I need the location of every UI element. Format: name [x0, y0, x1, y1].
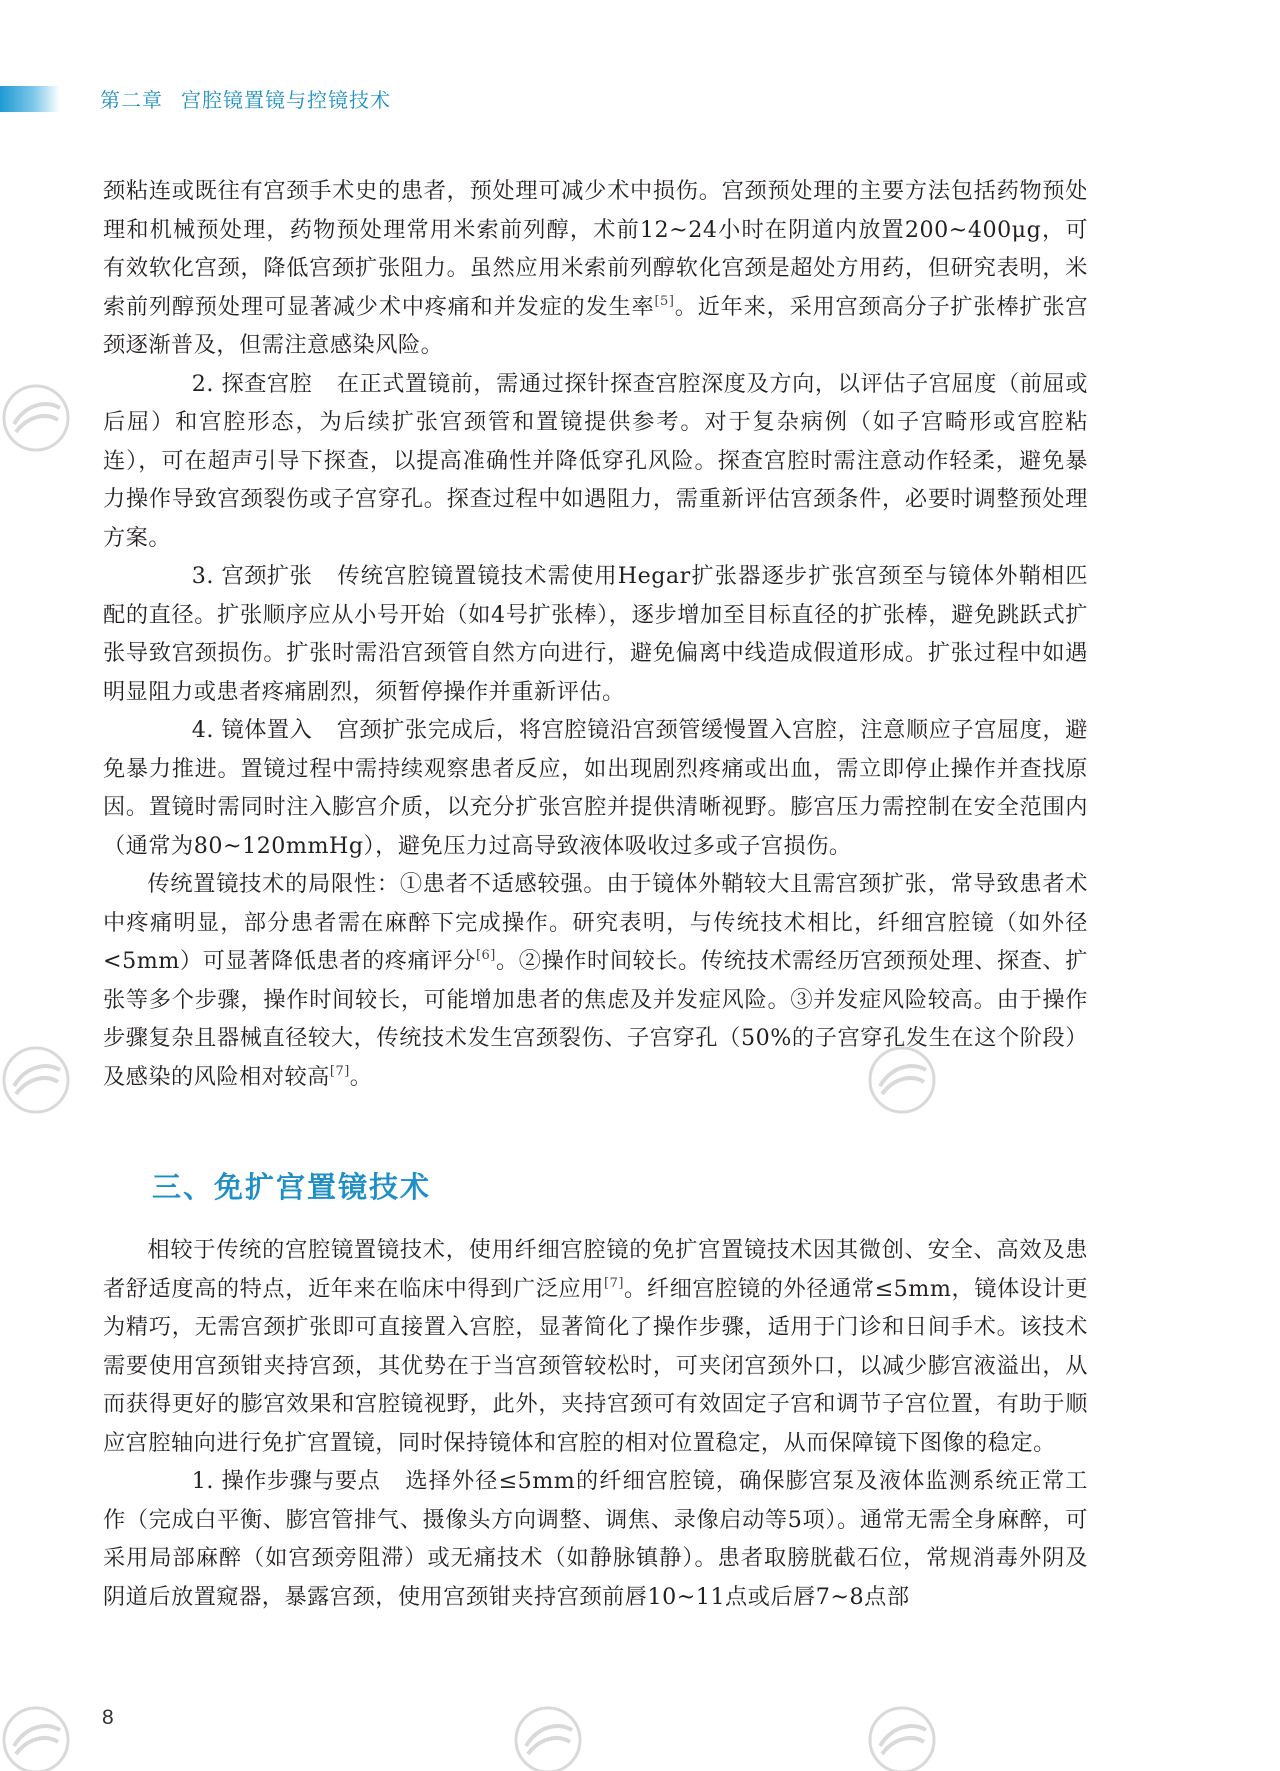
paragraph-text: 传统置镜技术的局限性：①患者不适感较强。由于镜体外鞘较大且需宫颈扩张，常导致患者术中疼痛明显，部分患者需在麻醉下完成操作。研究表明，与传统技术相比，纤细宫腔镜（如外径<5mm）可显著降低患者的疼痛评分	[103, 871, 1088, 974]
citation: [5]	[654, 293, 675, 309]
chapter-title: 宫腔镜置镜与控镜技术	[181, 88, 391, 112]
citation: [7]	[329, 1063, 350, 1079]
publisher-seal-watermark	[0, 1040, 80, 1120]
paragraph	[103, 557, 1088, 711]
paragraph	[103, 1462, 1088, 1616]
body-text-block-1	[103, 172, 1088, 1096]
paragraph	[103, 172, 1088, 365]
body-text-block-2	[103, 1231, 1088, 1616]
chapter-number: 第二章	[100, 88, 163, 112]
paragraph-text: 颈粘连或既往有宫颈手术史的患者，预处理可减少术中损伤。宫颈预处理的主要方法包括药物预处理和机械预处理，药物预处理常用米索前列醇，术前12~24小时在阴道内放置200~400μg，可有效软化宫颈，降低宫颈扩张阻力。虽然应用米索前列醇软化宫颈是超处方用药，但研究表明，米索前列醇预处理可显著减少术中疼痛和并发症的发生率	[103, 178, 1088, 320]
running-head-accent-bar	[0, 86, 60, 112]
publisher-seal-watermark	[862, 1700, 942, 1771]
paragraph-heading: 4. 镜体置入	[191, 717, 313, 743]
paragraph	[103, 365, 1088, 558]
paragraph-heading: 3. 宫颈扩张	[191, 563, 313, 589]
paragraph-text: 传统宫腔镜置镜技术需使用Hegar扩张器逐步扩张宫颈至与镜体外鞘相匹配的直径。扩张顺序应从小号开始（如4号扩张棒），逐步增加至目标直径的扩张棒，避免跳跃式扩张导致宫颈损伤。扩张时需沿宫颈管自然方向进行，避免偏离中线造成假道形成。扩张过程中如遇明显阻力或患者疼痛剧烈，须暂停操作并重新评估。	[103, 563, 1088, 705]
running-head	[100, 84, 391, 113]
paragraph	[103, 1231, 1088, 1462]
paragraph-text: 。近年来，采用宫颈高分子扩张棒扩张宫颈逐渐普及，但需注意感染风险。	[103, 293, 1089, 358]
paragraph-text: 在正式置镜前，需通过探针探查宫腔深度及方向，以评估子宫屈度（前屈或后屈）和宫腔形态，为后续扩张宫颈管和置镜提供参考。对于复杂病例（如子宫畸形或宫腔粘连），可在超声引导下探查，以提高准确性并降低穿孔风险。探查宫腔时需注意动作轻柔，避免暴力操作导致宫颈裂伤或子宫穿孔。探查过程中如遇阻力，需重新评估宫颈条件，必要时调整预处理方案。	[103, 370, 1088, 551]
publisher-seal-watermark	[0, 378, 80, 458]
citation: [6]	[475, 947, 496, 963]
paragraph-text: 。纤细宫腔镜的外径通常≤5mm，镜体设计更为精巧，无需宫颈扩张即可直接置入宫腔，显著简化了操作步骤，适用于门诊和日间手术。该技术需要使用宫颈钳夹持宫颈，其优势在于当宫颈管较松时，可夹闭宫颈外口，以减少膨宫液溢出，从而获得更好的膨宫效果和宫腔镜视野，此外，夹持宫颈可有效固定子宫和调节子宫位置，有助于顺应宫腔轴向进行免扩宫置镜，同时保持镜体和宫腔的相对位置稳定，从而保障镜下图像的稳定。	[103, 1275, 1089, 1456]
paragraph-text: 。	[349, 1063, 373, 1090]
citation: [7]	[604, 1275, 624, 1291]
paragraph-text: 。②操作时间较长。传统技术需经历宫颈预处理、探查、扩张等多个步骤，操作时间较长，可能增加患者的焦虑及并发症风险。③并发症风险较高。由于操作步骤复杂且器械直径较大，传统技术发生宫颈裂伤、子宫穿孔（50%的子宫穿孔发生在这个阶段）及感染的风险相对较高	[103, 948, 1088, 1090]
paragraph-text: 选择外径≤5mm的纤细宫腔镜，确保膨宫泵及液体监测系统正常工作（完成白平衡、膨宫管排气、摄像头方向调整、调焦、录像启动等5项）。通常无需全身麻醉，可采用局部麻醉（如宫颈旁阻滞）或无痛技术（如静脉镇静）。患者取膀胱截石位，常规消毒外阴及阴道后放置窥器，暴露宫颈，使用宫颈钳夹持宫颈前唇10~11点或后唇7~8点部	[103, 1468, 1088, 1610]
paragraph-heading: 1. 操作步骤与要点	[191, 1468, 381, 1494]
paragraph	[103, 865, 1088, 1096]
paragraph	[103, 711, 1088, 865]
page-number: 8	[102, 1706, 114, 1729]
paragraph-heading: 2. 探查宫腔	[191, 370, 313, 397]
section-heading: 三、免扩宫置镜技术	[152, 1170, 432, 1204]
paragraph-text: 相较于传统的宫腔镜置镜技术，使用纤细宫腔镜的免扩宫置镜技术因其微创、安全、高效及患者舒适度高的特点，近年来在临床中得到广泛应用	[103, 1237, 1088, 1302]
publisher-seal-watermark	[508, 1700, 588, 1771]
paragraph-text: 宫颈扩张完成后，将宫腔镜沿宫颈管缓慢置入宫腔，注意顺应子宫屈度，避免暴力推进。置镜过程中需持续观察患者反应，如出现剧烈疼痛或出血，需立即停止操作并查找原因。置镜时需同时注入膨宫介质，以充分扩张宫腔并提供清晰视野。膨宫压力需控制在安全范围内（通常为80~120mmHg），避免压力过高导致液体吸收过多或子宫损伤。	[103, 717, 1088, 859]
publisher-seal-watermark	[0, 1700, 80, 1771]
